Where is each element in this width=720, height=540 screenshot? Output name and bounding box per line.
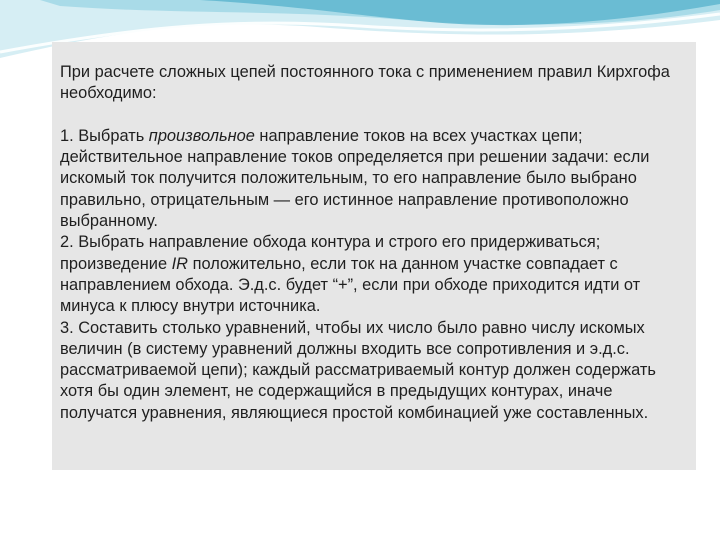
item-3: 3. Составить столько уравнений, чтобы их число было равно числу искомых величин (в систему уравнений должны входить все сопротивления и э.д.с. рассматриваемой цепи); каждый рассматриваемый контур должен содержать хотя бы один элемент, не содержащийся в предыдущих контурах, иначе получатся уравнения, являющиеся простой комбинацией уже составленных. bbox=[60, 318, 656, 422]
item-1 bbox=[60, 126, 690, 232]
paragraph-gap bbox=[60, 105, 690, 126]
item-2 bbox=[60, 232, 690, 317]
content-textbox bbox=[52, 42, 696, 470]
item-1-after: направление токов на всех участках цепи; действительное направление токов определяется при решении задачи: если искомый ток получится положительным, то его направление было выбрано правильно, отрицательным — его истинное направление противоположно выбранному. bbox=[60, 126, 650, 231]
item-1-emphasis: произвольное bbox=[148, 126, 255, 145]
intro-paragraph: При расчете сложных цепей постоянного тока с применением правил Кирхгофа необходимо: bbox=[60, 63, 670, 103]
item-1-before: 1. Выбрать bbox=[60, 126, 149, 145]
item-2-emphasis: IR bbox=[171, 254, 189, 273]
item-2-before: 2. Выбрать направление обхода контура и строго его придерживаться; произведение bbox=[60, 233, 601, 273]
item-2-after: положительно, если ток на данном участке совпадает с направлением обхода. Э.д.с. будет “+”, если при обходе приходится идти от минуса к плюсу внутри источника. bbox=[60, 254, 641, 316]
